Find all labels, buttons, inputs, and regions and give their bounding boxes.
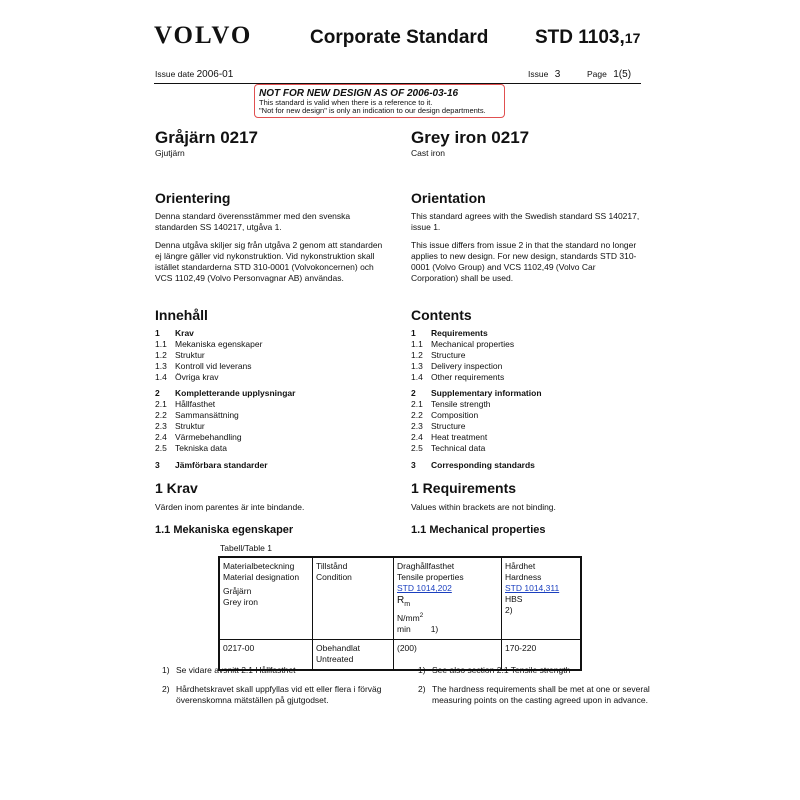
std-1014-311-link[interactable]: STD 1014,311 [505, 583, 560, 593]
toc-label: Composition [431, 410, 479, 420]
sv-toc-item [155, 372, 218, 383]
toc-label: Mechanical properties [431, 339, 515, 349]
sv-footnote-2 [162, 684, 394, 706]
symbol-main: R [397, 595, 405, 606]
toc-label: Kompletterande upplysningar [175, 388, 296, 398]
tensile-cell: (200) [394, 639, 502, 670]
footnote-text: The hardness requirements shall be met at one or several measuring points on the casting agreed upon in advance. [432, 684, 650, 705]
toc-label: Requirements [431, 328, 488, 338]
toc-number: 1.3 [411, 361, 423, 371]
toc-number: 1.3 [155, 361, 167, 371]
header-line: Draghållfasthet [397, 561, 455, 571]
notice-line-2: "Not for new design" is only an indication to our design departments. [259, 106, 486, 115]
sv-requirements-heading: 1 Krav [155, 480, 198, 496]
en-toc-item [411, 361, 502, 372]
en-requirements-text: Values within brackets are not binding. [411, 502, 556, 512]
hardness-unit: HBS [505, 594, 523, 604]
table-caption: Tabell/Table 1 [220, 543, 272, 553]
header-line: Hardness [505, 572, 542, 582]
toc-label: Tekniska data [175, 443, 227, 453]
sv-toc-item [155, 421, 205, 432]
toc-label: Övriga krav [175, 372, 219, 382]
toc-label: Mekaniska egenskaper [175, 339, 263, 349]
material-cell: 0217-00 [219, 639, 313, 670]
header-line: Hårdhet [505, 561, 536, 571]
sv-toc-item [155, 339, 262, 350]
footnote-ref: 2) [505, 605, 513, 615]
toc-label: Struktur [175, 421, 205, 431]
toc-number: 1.1 [411, 339, 423, 349]
toc-label: Hållfasthet [175, 399, 216, 409]
issue-date [155, 69, 233, 80]
notice-heading: NOT FOR NEW DESIGN AS OF 2006-03-16 [259, 88, 459, 99]
toc-number: 3 [411, 460, 416, 470]
toc-label: Technical data [431, 443, 486, 453]
en-toc-item [411, 410, 478, 421]
en-footnote-2 [418, 684, 650, 706]
std-1014-202-link[interactable]: STD 1014,202 [397, 583, 452, 593]
header-line: Condition [316, 572, 352, 582]
volvo-logo: VOLVO [154, 22, 253, 49]
toc-number: 2.5 [411, 443, 423, 453]
toc-label: Structure [431, 350, 466, 360]
toc-label: Delivery inspection [431, 361, 503, 371]
toc-label: Corresponding standards [431, 460, 535, 470]
toc-label: Supplementary information [431, 388, 542, 398]
hardness-header [502, 557, 582, 639]
toc-number: 2.1 [155, 399, 167, 409]
toc-label: Struktur [175, 350, 205, 360]
footnote-marker: 2) [418, 684, 426, 694]
sv-toc-item [155, 410, 239, 421]
en-toc-item [411, 350, 466, 361]
page-value: 1(5) [613, 69, 632, 80]
header-line: Tillstånd [316, 561, 348, 571]
en-title: Grey iron 0217 [411, 128, 530, 147]
condition-header [313, 557, 394, 639]
header-line: Grey iron [223, 597, 258, 607]
tensile-min [397, 624, 498, 635]
issue-value: 3 [554, 69, 561, 80]
toc-label: Tensile strength [431, 399, 491, 409]
sv-orientation-p2: Denna utgåva skiljer sig från utgåva 2 genom att standarden ej längre gäller vid nykonstruktion. Vid nykonstruktion skall istället standarderna STD 310-0001 (Volvokoncernen) och VCS 1102,49 (Volvo Personvagnar AB) användas. [155, 240, 383, 283]
tensile-symbol [397, 595, 498, 610]
tensile-header [394, 557, 502, 639]
en-toc-item [411, 399, 491, 410]
unit-main: N/mm [397, 612, 420, 623]
en-orientation-heading: Orientation [411, 190, 486, 206]
document-type-title: Corporate Standard [310, 27, 489, 48]
toc-label: Kontroll vid leverans [175, 361, 252, 371]
toc-number: 2 [155, 388, 160, 398]
sv-orientation-p1: Denna standard överensstämmer med den svenska standarden SS 140217, utgåva 1. [155, 211, 351, 232]
sv-mechanical-heading: 1.1 Mekaniska egenskaper [155, 524, 294, 536]
toc-number: 2.2 [155, 410, 167, 420]
toc-label: Jämförbara standarder [175, 460, 268, 470]
toc-number: 2.2 [411, 410, 423, 420]
sv-toc-item [155, 443, 227, 454]
toc-number: 1.2 [155, 350, 167, 360]
en-requirements-heading: 1 Requirements [411, 480, 517, 496]
sv-footnote-1 [162, 665, 392, 676]
sv-toc-item [155, 361, 252, 372]
header-line: Materialbeteckning [223, 561, 295, 571]
footnote-text: Hårdhetskravet skall uppfyllas vid ett eller flera i förväg överenskomna mätställen på gjutgodset. [176, 684, 382, 705]
en-orientation-p2: This issue differs from issue 2 in that the standard no longer applies to new design. For new design, standards STD 310-0001 (Volvo Group) and VCS 1102,49 (Volvo Car Corporation) shall be used. [411, 240, 637, 283]
notice-line-1: This standard is valid when there is a reference to it. [259, 98, 433, 107]
toc-number: 2.1 [411, 399, 423, 409]
en-toc-item [411, 460, 535, 471]
toc-label: Sammansättning [175, 410, 239, 420]
unit-sup: 2 [419, 612, 424, 619]
toc-number: 2 [411, 388, 416, 398]
toc-number: 1.2 [411, 350, 423, 360]
en-footnote-1 [418, 665, 648, 676]
min-label: min [397, 623, 411, 634]
toc-label: Other requirements [431, 372, 505, 382]
toc-number: 2.3 [155, 421, 167, 431]
table-header-row [219, 557, 581, 639]
hardness-cell: 170-220 [502, 639, 582, 670]
sv-toc-item [155, 399, 215, 410]
toc-number: 2.5 [155, 443, 167, 453]
issue-number [528, 69, 560, 80]
symbol-sub: m [404, 601, 411, 608]
footnote-ref: 1) [430, 623, 439, 634]
footnote-marker: 2) [162, 684, 170, 694]
not-for-new-design-notice [254, 84, 505, 118]
page-label: Page [587, 69, 607, 79]
standard-number [535, 27, 640, 49]
toc-number: 1.4 [411, 372, 423, 382]
en-mechanical-heading: 1.1 Mechanical properties [411, 524, 546, 536]
sv-subtitle: Gjutjärn [155, 148, 185, 158]
en-toc-item [411, 328, 488, 339]
en-toc-item [411, 443, 485, 454]
en-toc-item [411, 432, 487, 443]
en-toc-item [411, 372, 504, 383]
toc-number: 1 [411, 328, 416, 338]
tensile-unit [397, 610, 498, 624]
en-toc-item [411, 339, 514, 350]
standard-number-suffix: 17 [624, 30, 641, 46]
footnote-marker: 1) [418, 665, 426, 675]
toc-number: 1 [155, 328, 160, 338]
sv-toc-item [155, 350, 205, 361]
toc-label: Värmebehandling [175, 432, 242, 442]
sv-toc-item [155, 432, 242, 443]
toc-number: 2.3 [411, 421, 423, 431]
toc-number: 2.4 [411, 432, 423, 442]
mechanical-properties-table [218, 556, 582, 671]
sv-requirements-text: Värden inom parentes är inte bindande. [155, 502, 305, 512]
en-toc-item [411, 421, 466, 432]
header-line: Material designation [223, 572, 300, 582]
en-contents-heading: Contents [411, 307, 472, 323]
sv-toc-item [155, 460, 268, 471]
toc-label: Heat treatment [431, 432, 488, 442]
issue-label: Issue [528, 69, 549, 79]
header-line: Gråjärn [223, 586, 252, 596]
standard-number-main: STD 1103, [535, 27, 625, 48]
condition-line: Obehandlat [316, 642, 360, 653]
condition-line: Untreated [316, 653, 354, 664]
en-orientation-p1: This standard agrees with the Swedish standard SS 140217, issue 1. [411, 211, 640, 232]
en-toc-item [411, 388, 542, 399]
toc-number: 1.4 [155, 372, 167, 382]
sv-contents-heading: Innehåll [155, 307, 208, 323]
footnote-text: See also section 2.1 Tensile strength [432, 665, 571, 675]
footnote-marker: 1) [162, 665, 170, 675]
en-subtitle: Cast iron [411, 148, 446, 158]
sv-toc-item [155, 388, 295, 399]
footnote-text: Se vidare avsnitt 2.1 Hållfasthet [176, 665, 296, 675]
toc-number: 1.1 [155, 339, 167, 349]
sv-title: Gråjärn 0217 [155, 128, 259, 147]
issue-date-value: 2006-01 [196, 69, 234, 80]
material-designation-header [219, 557, 313, 639]
toc-number: 2.4 [155, 432, 167, 442]
sv-toc-item [155, 328, 194, 339]
sv-orientation-heading: Orientering [155, 190, 231, 206]
issue-date-label: Issue date [155, 69, 195, 79]
toc-label: Structure [431, 421, 466, 431]
page-number [587, 69, 631, 80]
toc-number: 3 [155, 460, 160, 470]
header-line: Tensile properties [397, 572, 464, 582]
toc-label: Krav [175, 328, 194, 338]
